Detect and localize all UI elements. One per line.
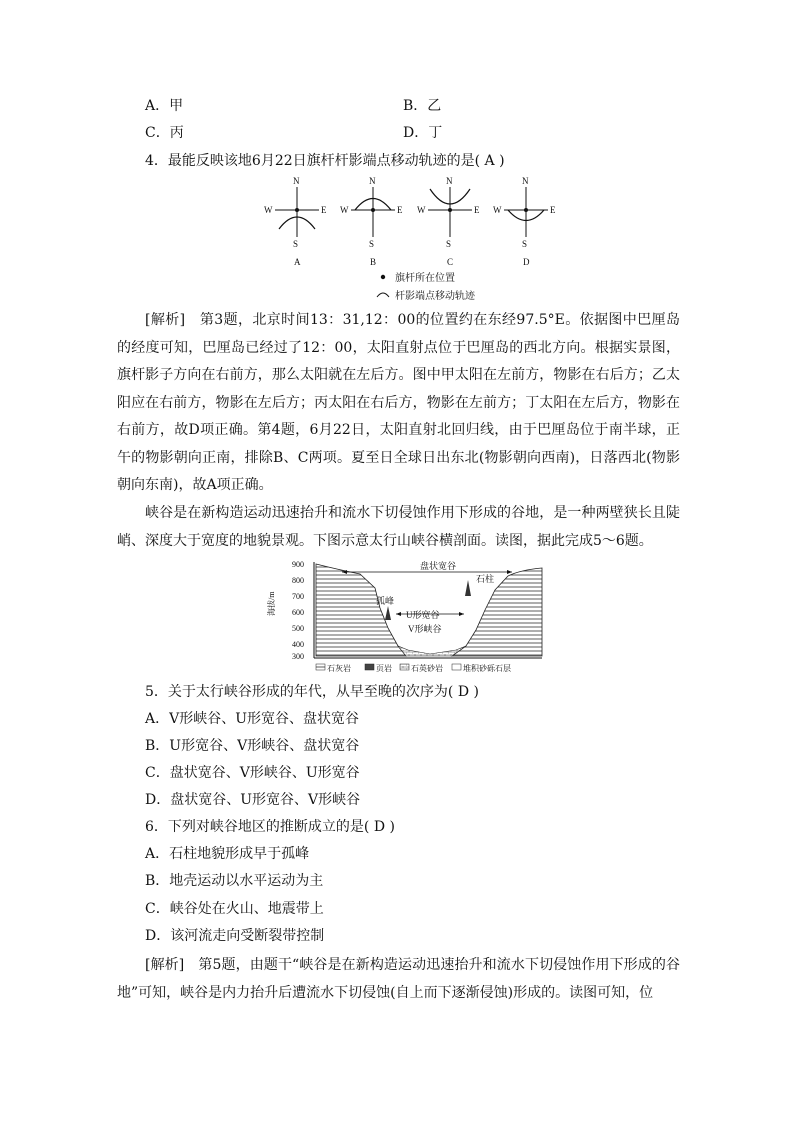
svg-text:S: S	[446, 239, 452, 249]
svg-text:D: D	[523, 257, 530, 267]
svg-text:S: S	[522, 239, 528, 249]
panel-c	[417, 176, 480, 267]
analysis-q5-q6: [解析] 第5题，由题干“峡谷是在新构造运动迅速抬升和流水下切侵蚀作用下形成的谷地”可知，峡谷是内力抬升后遭流水下切侵蚀(自上而下逐渐侵蚀)形成的。读图可知，位	[117, 957, 680, 1001]
legend-quartz-sandstone: 石英砂岩	[411, 664, 443, 673]
compass-n: N	[293, 176, 300, 186]
svg-text:800: 800	[292, 576, 304, 585]
label-v-gorge: V形峡谷	[408, 624, 442, 634]
y-axis-label: 海拔/m	[267, 591, 276, 616]
svg-text:W: W	[340, 205, 349, 215]
svg-text:W: W	[417, 205, 426, 215]
svg-text:A: A	[294, 257, 301, 267]
svg-text:C: C	[447, 257, 454, 267]
q6-option-b: B．地壳运动以水平运动为主	[145, 873, 324, 889]
q5-option-a: A．V形峡谷、U形宽谷、盘状宽谷	[145, 711, 360, 727]
q3-option-c: C．丙	[145, 125, 184, 141]
panel-b	[340, 176, 403, 267]
label-shizhu: 石柱	[476, 574, 495, 584]
q3-option-d: D．丁	[403, 125, 443, 141]
svg-text:300: 300	[292, 652, 304, 661]
panel-d	[493, 176, 556, 267]
label-pan: 盘状宽谷	[420, 561, 457, 571]
svg-text:600: 600	[292, 608, 304, 617]
svg-text:W: W	[264, 205, 273, 215]
svg-text:E: E	[474, 205, 480, 215]
q4-stem: 4．最能反映该地6月22日旗杆杆影端点移动轨迹的是( A )	[145, 153, 505, 169]
svg-text:B: B	[370, 257, 377, 267]
panel-a	[264, 176, 327, 267]
q6-option-c: C．峡谷处在火山、地震带上	[145, 901, 324, 917]
svg-text:700: 700	[292, 592, 304, 601]
svg-text:S: S	[293, 239, 299, 249]
svg-text:E: E	[321, 205, 327, 215]
q3-option-a: A．甲	[145, 98, 184, 114]
analysis-q3-q4: [解析] 第3题，北京时间13：31,12：00的位置约在东经97.5°E。依据图中巴厘岛的经度可知，巴厘岛已经过了12：00，太阳直射点位于巴厘岛的西北方向。根据实景图，旗杆影子方向在右前方，那么太阳就在左后方。图中甲太阳在左前方，物影在右后方；乙太阳应在右前方，物影在左后方；丙太阳在右后方，物影在左前方；丁太阳在左后方，物影在右前方，故D项正确。第4题，6月22日，太阳直射北回归线，由于巴厘岛位于南半球，正午的物影朝向正南，排除B、C两项。夏至日全球日出东北(物影朝向西南)，日落西北(物影朝向东南)，故A项正确。	[117, 312, 680, 493]
q6-option-a: A．石柱地貌形成早于孤峰	[145, 846, 310, 862]
legend-pole-label: 旗杆所在位置	[395, 273, 455, 284]
q6-option-d: D．该河流走向受断裂带控制	[145, 928, 325, 944]
svg-text:N: N	[522, 176, 529, 186]
q5-option-d: D．盘状宽谷、U形宽谷、V形峡谷	[145, 792, 361, 808]
q5-stem: 5．关于太行峡谷形成的年代，从早至晚的次序为( D )	[145, 684, 479, 700]
legend-track-label: 杆影端点移动轨迹	[395, 291, 475, 302]
svg-text:N: N	[369, 176, 376, 186]
svg-text:500: 500	[292, 624, 304, 633]
label-gufeng: 孤峰	[376, 596, 395, 606]
svg-text:N: N	[446, 176, 453, 186]
q3-option-b: B．乙	[403, 98, 442, 114]
svg-text:900: 900	[292, 560, 304, 569]
svg-text:E: E	[397, 205, 403, 215]
svg-text:400: 400	[292, 640, 304, 649]
svg-text:S: S	[369, 239, 375, 249]
legend-track-marker	[377, 293, 389, 297]
legend-limestone: 石灰岩	[327, 664, 351, 673]
canyon-intro: 峡谷是在新构造运动迅速抬升和流水下切侵蚀作用下形成的谷地，是一种两壁狭长且陡峭、深度大于宽度的地貌景观。下图示意太行山峡谷横剖面。读图，据此完成5～6题。	[117, 505, 680, 549]
q6-stem: 6．下列对峡谷地区的推断成立的是( D )	[145, 819, 395, 835]
svg-text:E: E	[550, 205, 556, 215]
svg-text:W: W	[493, 205, 502, 215]
canyon-profile-diagram	[267, 558, 580, 678]
legend-pole-marker	[381, 275, 385, 279]
q5-option-b: B．U形宽谷、V形峡谷、盘状宽谷	[145, 738, 360, 754]
q5-option-c: C．盘状宽谷、V形峡谷、U形宽谷	[145, 765, 360, 781]
legend-gravel: 堆积砂砾石层	[463, 664, 511, 673]
legend-shale: 页岩	[376, 664, 392, 673]
shadow-track-diagram	[0, 175, 794, 305]
label-u-valley: U形宽谷	[406, 610, 440, 620]
